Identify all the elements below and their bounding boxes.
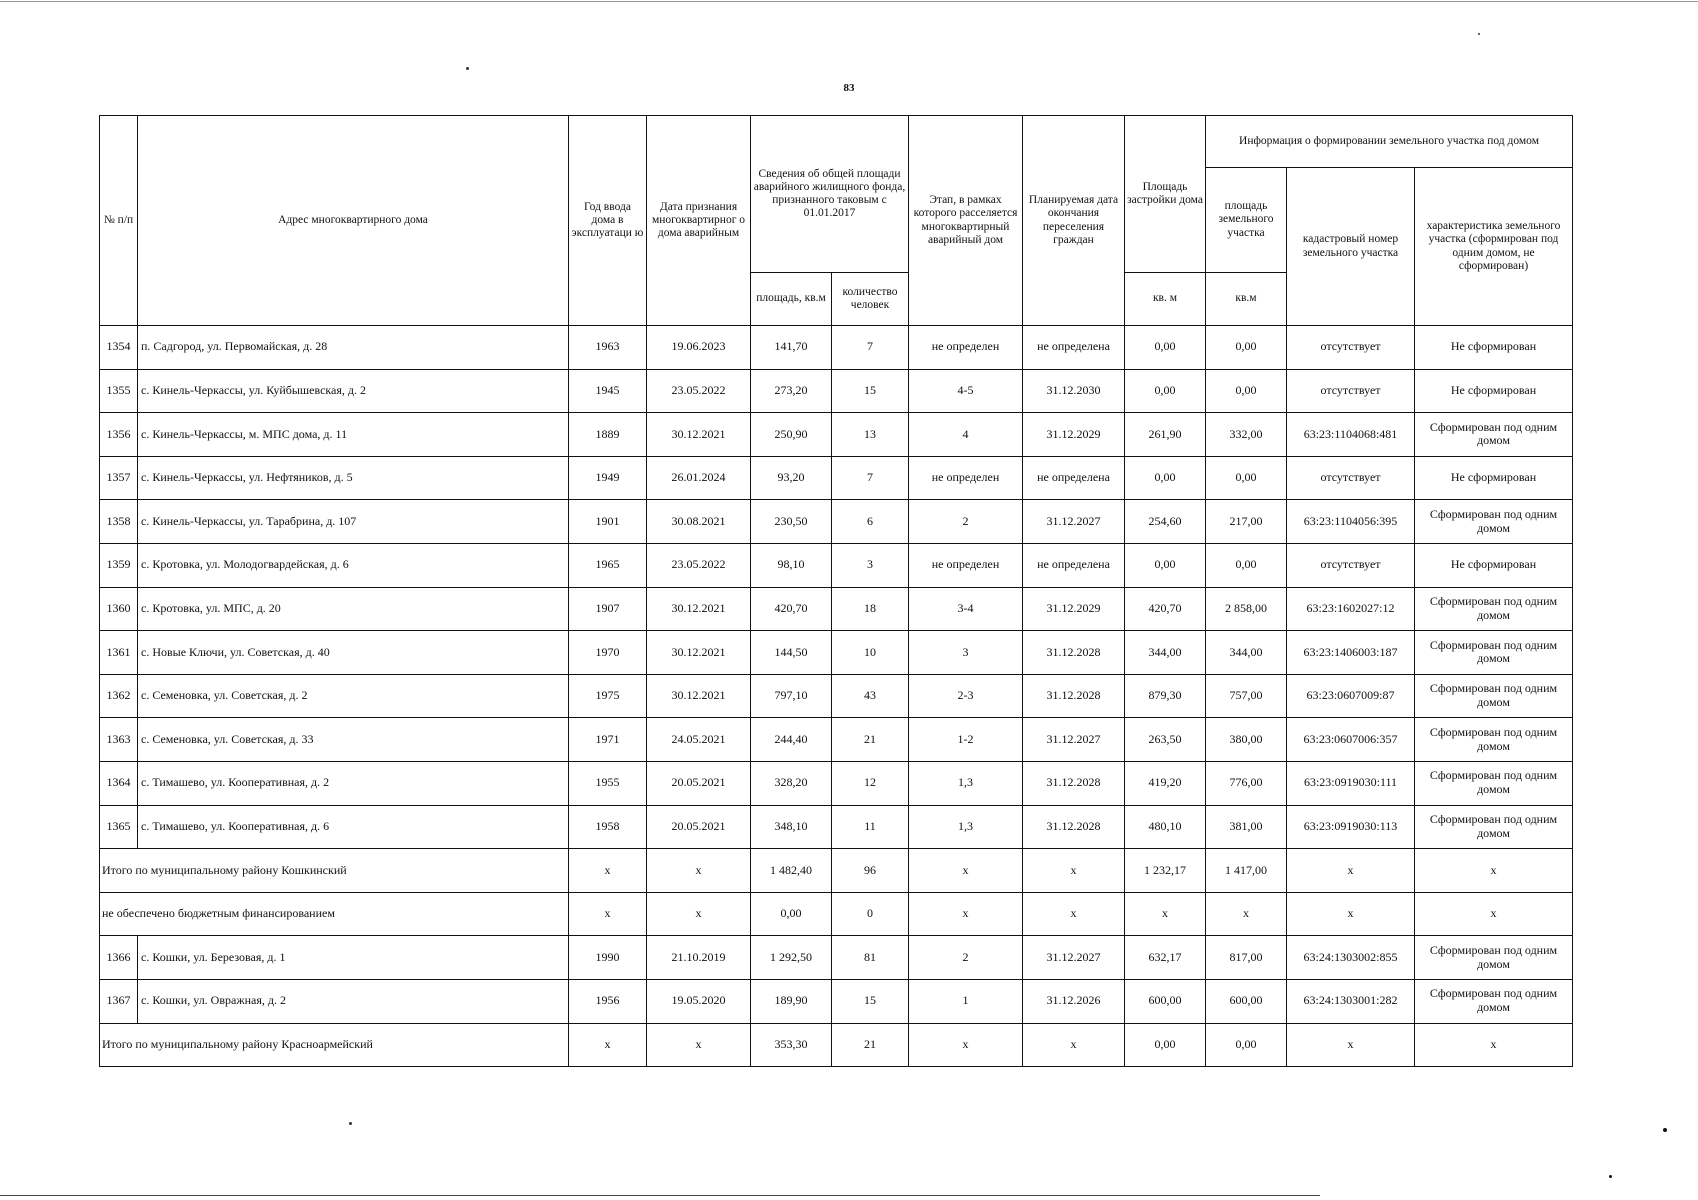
cell-year: x: [569, 892, 647, 936]
cell-planned: 31.12.2030: [1023, 369, 1125, 413]
cell-cadastral: отсутствует: [1287, 456, 1415, 500]
table-row: [100, 674, 1573, 718]
cell-land: 381,00: [1206, 805, 1287, 849]
cell-built: 0,00: [1125, 369, 1206, 413]
cell-cadastral: 63:24:1303002:855: [1287, 936, 1415, 980]
cell-land: 817,00: [1206, 936, 1287, 980]
cell-num: 1366: [100, 936, 138, 980]
cell-people: 12: [832, 761, 909, 805]
cell-cadastral: 63:23:0607009:87: [1287, 674, 1415, 718]
cell-year: 1889: [569, 413, 647, 457]
cell-char: Не сформирован: [1415, 369, 1573, 413]
cell-planned: x: [1023, 892, 1125, 936]
cell-built: 0,00: [1125, 326, 1206, 370]
scan-speck: [1609, 1175, 1612, 1178]
cell-address: с. Тимашево, ул. Кооперативная, д. 2: [138, 761, 569, 805]
cell-cadastral: отсутствует: [1287, 326, 1415, 370]
cell-land: 0,00: [1206, 1023, 1287, 1067]
table-row: [100, 456, 1573, 500]
cell-year: 1971: [569, 718, 647, 762]
cell-address: с. Новые Ключи, ул. Советская, д. 40: [138, 631, 569, 675]
cell-date: 26.01.2024: [647, 456, 751, 500]
table-row: [100, 587, 1573, 631]
cell-year: 1949: [569, 456, 647, 500]
cell-land: 757,00: [1206, 674, 1287, 718]
cell-char: Сформирован под одним домом: [1415, 631, 1573, 675]
cell-address: с. Кротовка, ул. Молодогвардейская, д. 6: [138, 543, 569, 587]
cell-planned: 31.12.2028: [1023, 761, 1125, 805]
header-year: Год ввода дома в эксплуатаци ю: [569, 116, 647, 326]
cell-stage: 1,3: [909, 761, 1023, 805]
cell-stage: 3-4: [909, 587, 1023, 631]
cell-area: 250,90: [751, 413, 832, 457]
cell-char: Не сформирован: [1415, 326, 1573, 370]
cell-cadastral: 63:23:1104056:395: [1287, 500, 1415, 544]
cell-date: x: [647, 849, 751, 893]
scan-edge-top: [0, 1, 1698, 2]
cell-planned: не определена: [1023, 543, 1125, 587]
cell-planned: 31.12.2026: [1023, 979, 1125, 1023]
cell-char: Сформирован под одним домом: [1415, 761, 1573, 805]
cell-char: Сформирован под одним домом: [1415, 718, 1573, 762]
cell-char: Не сформирован: [1415, 456, 1573, 500]
cell-date: 23.05.2022: [647, 369, 751, 413]
header-built-area-unit: кв. м: [1125, 273, 1206, 326]
cell-planned: x: [1023, 1023, 1125, 1067]
cell-planned: 31.12.2029: [1023, 413, 1125, 457]
cell-land: 600,00: [1206, 979, 1287, 1023]
cell-year: x: [569, 849, 647, 893]
cell-address: с. Кинель-Черкассы, м. МПС дома, д. 11: [138, 413, 569, 457]
cell-planned: x: [1023, 849, 1125, 893]
cell-date: 21.10.2019: [647, 936, 751, 980]
cell-area: 93,20: [751, 456, 832, 500]
emergency-housing-table: [99, 115, 1573, 1067]
cell-area: 244,40: [751, 718, 832, 762]
table-row: [100, 543, 1573, 587]
cell-area: 0,00: [751, 892, 832, 936]
cell-cadastral: 63:23:1602027:12: [1287, 587, 1415, 631]
cell-land: 0,00: [1206, 456, 1287, 500]
cell-address: с. Семеновка, ул. Советская, д. 2: [138, 674, 569, 718]
scan-speck: [466, 67, 469, 70]
cell-char: x: [1415, 1023, 1573, 1067]
cell-area: 328,20: [751, 761, 832, 805]
cell-char: x: [1415, 849, 1573, 893]
cell-year: 1963: [569, 326, 647, 370]
total-row: [100, 849, 1573, 893]
header-address: Адрес многоквартирного дома: [138, 116, 569, 326]
cell-year: 1901: [569, 500, 647, 544]
cell-stage: не определен: [909, 543, 1023, 587]
cell-built: x: [1125, 892, 1206, 936]
page-number: 83: [843, 82, 855, 94]
cell-land: 2 858,00: [1206, 587, 1287, 631]
cell-total-label: Итого по муниципальному району Красноармейский: [100, 1023, 569, 1067]
cell-date: 23.05.2022: [647, 543, 751, 587]
cell-cadastral: x: [1287, 849, 1415, 893]
cell-date: x: [647, 892, 751, 936]
header-cadastral: кадастровый номер земельного участка: [1287, 168, 1415, 326]
cell-char: x: [1415, 892, 1573, 936]
cell-land: 1 417,00: [1206, 849, 1287, 893]
cell-date: 20.05.2021: [647, 761, 751, 805]
cell-people: 6: [832, 500, 909, 544]
cell-stage: x: [909, 849, 1023, 893]
cell-people: 18: [832, 587, 909, 631]
cell-char: Сформирован под одним домом: [1415, 587, 1573, 631]
cell-date: 19.05.2020: [647, 979, 751, 1023]
cell-built: 600,00: [1125, 979, 1206, 1023]
cell-year: 1975: [569, 674, 647, 718]
cell-area: 348,10: [751, 805, 832, 849]
cell-num: 1364: [100, 761, 138, 805]
header-land-area-unit: кв.м: [1206, 273, 1287, 326]
table-row: [100, 805, 1573, 849]
cell-built: 420,70: [1125, 587, 1206, 631]
unfunded-row: [100, 892, 1573, 936]
cell-year: 1965: [569, 543, 647, 587]
cell-num: 1356: [100, 413, 138, 457]
cell-num: 1360: [100, 587, 138, 631]
cell-built: 879,30: [1125, 674, 1206, 718]
cell-date: x: [647, 1023, 751, 1067]
header-recognition-date: Дата признания многоквартирног о дома аварийным: [647, 116, 751, 326]
cell-char: Сформирован под одним домом: [1415, 979, 1573, 1023]
cell-planned: не определена: [1023, 326, 1125, 370]
cell-num: 1355: [100, 369, 138, 413]
cell-people: 0: [832, 892, 909, 936]
cell-people: 81: [832, 936, 909, 980]
cell-char: Не сформирован: [1415, 543, 1573, 587]
cell-num: 1357: [100, 456, 138, 500]
cell-planned: 31.12.2028: [1023, 674, 1125, 718]
cell-year: 1955: [569, 761, 647, 805]
cell-cadastral: x: [1287, 892, 1415, 936]
table-row: [100, 979, 1573, 1023]
cell-cadastral: 63:23:0607006:357: [1287, 718, 1415, 762]
cell-year: 1956: [569, 979, 647, 1023]
header-land-char: характеристика земельного участка (сформирован под одним домом, не сформирован): [1415, 168, 1573, 326]
table-row: [100, 369, 1573, 413]
cell-people: 96: [832, 849, 909, 893]
table-row: [100, 326, 1573, 370]
cell-built: 480,10: [1125, 805, 1206, 849]
cell-total-label: не обеспечено бюджетным финансированием: [100, 892, 569, 936]
table-row: [100, 936, 1573, 980]
cell-area: 144,50: [751, 631, 832, 675]
cell-year: 1958: [569, 805, 647, 849]
cell-cadastral: 63:23:0919030:113: [1287, 805, 1415, 849]
cell-char: Сформирован под одним домом: [1415, 674, 1573, 718]
cell-num: 1359: [100, 543, 138, 587]
cell-area: 230,50: [751, 500, 832, 544]
cell-num: 1361: [100, 631, 138, 675]
cell-area: 98,10: [751, 543, 832, 587]
cell-people: 21: [832, 1023, 909, 1067]
cell-address: с. Тимашево, ул. Кооперативная, д. 6: [138, 805, 569, 849]
cell-stage: x: [909, 892, 1023, 936]
cell-built: 0,00: [1125, 543, 1206, 587]
cell-year: 1907: [569, 587, 647, 631]
cell-stage: 1,3: [909, 805, 1023, 849]
cell-people: 43: [832, 674, 909, 718]
cell-date: 30.12.2021: [647, 631, 751, 675]
cell-stage: 3: [909, 631, 1023, 675]
cell-built: 0,00: [1125, 1023, 1206, 1067]
cell-people: 7: [832, 456, 909, 500]
cell-char: Сформирован под одним домом: [1415, 413, 1573, 457]
cell-stage: 4: [909, 413, 1023, 457]
cell-char: Сформирован под одним домом: [1415, 805, 1573, 849]
cell-char: Сформирован под одним домом: [1415, 500, 1573, 544]
cell-land: x: [1206, 892, 1287, 936]
cell-cadastral: x: [1287, 1023, 1415, 1067]
table-row: [100, 631, 1573, 675]
cell-land: 380,00: [1206, 718, 1287, 762]
cell-built: 419,20: [1125, 761, 1206, 805]
header-planned-date: Планируемая дата окончания переселения граждан: [1023, 116, 1125, 326]
cell-land: 776,00: [1206, 761, 1287, 805]
cell-date: 30.12.2021: [647, 587, 751, 631]
cell-date: 20.05.2021: [647, 805, 751, 849]
cell-cadastral: 63:24:1303001:282: [1287, 979, 1415, 1023]
cell-planned: 31.12.2027: [1023, 500, 1125, 544]
cell-built: 261,90: [1125, 413, 1206, 457]
cell-year: 1945: [569, 369, 647, 413]
cell-date: 30.12.2021: [647, 413, 751, 457]
cell-area: 189,90: [751, 979, 832, 1023]
header-built-area: Площадь застройки дома: [1125, 116, 1206, 273]
cell-num: 1367: [100, 979, 138, 1023]
cell-address: с. Кинель-Черкассы, ул. Нефтяников, д. 5: [138, 456, 569, 500]
cell-people: 15: [832, 369, 909, 413]
header-area-sqm: площадь, кв.м: [751, 273, 832, 326]
total-row: [100, 1023, 1573, 1067]
header-land-info: Информация о формировании земельного участка под домом: [1206, 116, 1573, 168]
cell-built: 263,50: [1125, 718, 1206, 762]
cell-land: 0,00: [1206, 543, 1287, 587]
scan-speck: [1478, 33, 1480, 35]
scan-edge-bottom: [0, 1195, 1320, 1196]
cell-area: 353,30: [751, 1023, 832, 1067]
cell-stage: x: [909, 1023, 1023, 1067]
cell-people: 13: [832, 413, 909, 457]
cell-address: с. Кротовка, ул. МПС, д. 20: [138, 587, 569, 631]
cell-stage: 1-2: [909, 718, 1023, 762]
cell-planned: 31.12.2029: [1023, 587, 1125, 631]
cell-stage: 2-3: [909, 674, 1023, 718]
cell-num: 1354: [100, 326, 138, 370]
cell-planned: не определена: [1023, 456, 1125, 500]
header-people-count: количество человек: [832, 273, 909, 326]
header-area-info: Сведения об общей площади аварийного жилищного фонда, признанного таковым с 01.01.2017: [751, 116, 909, 273]
cell-built: 632,17: [1125, 936, 1206, 980]
cell-stage: 2: [909, 936, 1023, 980]
cell-year: x: [569, 1023, 647, 1067]
cell-area: 420,70: [751, 587, 832, 631]
cell-planned: 31.12.2028: [1023, 805, 1125, 849]
cell-area: 273,20: [751, 369, 832, 413]
cell-land: 332,00: [1206, 413, 1287, 457]
cell-address: с. Кошки, ул. Березовая, д. 1: [138, 936, 569, 980]
cell-people: 11: [832, 805, 909, 849]
cell-address: с. Семеновка, ул. Советская, д. 33: [138, 718, 569, 762]
cell-address: с. Кинель-Черкассы, ул. Тарабрина, д. 107: [138, 500, 569, 544]
cell-built: 0,00: [1125, 456, 1206, 500]
header-land-area: площадь земельного участка: [1206, 168, 1287, 273]
cell-land: 0,00: [1206, 369, 1287, 413]
scan-speck: [1663, 1128, 1667, 1132]
header-stage: Этап, в рамках которого расселяется многоквартирный аварийный дом: [909, 116, 1023, 326]
cell-land: 217,00: [1206, 500, 1287, 544]
table-row: [100, 718, 1573, 762]
cell-stage: не определен: [909, 326, 1023, 370]
cell-people: 10: [832, 631, 909, 675]
cell-built: 344,00: [1125, 631, 1206, 675]
cell-land: 344,00: [1206, 631, 1287, 675]
cell-planned: 31.12.2027: [1023, 718, 1125, 762]
cell-date: 19.06.2023: [647, 326, 751, 370]
cell-area: 1 292,50: [751, 936, 832, 980]
cell-people: 21: [832, 718, 909, 762]
cell-stage: 2: [909, 500, 1023, 544]
cell-planned: 31.12.2027: [1023, 936, 1125, 980]
table-row: [100, 500, 1573, 544]
cell-people: 3: [832, 543, 909, 587]
cell-year: 1990: [569, 936, 647, 980]
cell-total-label: Итого по муниципальному району Кошкинский: [100, 849, 569, 893]
cell-people: 7: [832, 326, 909, 370]
cell-num: 1358: [100, 500, 138, 544]
cell-address: п. Садгород, ул. Первомайская, д. 28: [138, 326, 569, 370]
cell-address: с. Кинель-Черкассы, ул. Куйбышевская, д. 2: [138, 369, 569, 413]
cell-built: 1 232,17: [1125, 849, 1206, 893]
cell-date: 30.08.2021: [647, 500, 751, 544]
cell-cadastral: 63:23:1406003:187: [1287, 631, 1415, 675]
cell-area: 141,70: [751, 326, 832, 370]
header-num: № п/п: [100, 116, 138, 326]
cell-cadastral: 63:23:1104068:481: [1287, 413, 1415, 457]
cell-stage: 1: [909, 979, 1023, 1023]
cell-address: с. Кошки, ул. Овражная, д. 2: [138, 979, 569, 1023]
cell-people: 15: [832, 979, 909, 1023]
cell-num: 1363: [100, 718, 138, 762]
cell-cadastral: отсутствует: [1287, 369, 1415, 413]
table-row: [100, 761, 1573, 805]
cell-cadastral: 63:23:0919030:111: [1287, 761, 1415, 805]
cell-date: 30.12.2021: [647, 674, 751, 718]
cell-area: 1 482,40: [751, 849, 832, 893]
cell-date: 24.05.2021: [647, 718, 751, 762]
cell-stage: не определен: [909, 456, 1023, 500]
cell-num: 1365: [100, 805, 138, 849]
cell-char: Сформирован под одним домом: [1415, 936, 1573, 980]
cell-planned: 31.12.2028: [1023, 631, 1125, 675]
scan-speck: [349, 1122, 352, 1125]
cell-area: 797,10: [751, 674, 832, 718]
cell-land: 0,00: [1206, 326, 1287, 370]
cell-built: 254,60: [1125, 500, 1206, 544]
cell-cadastral: отсутствует: [1287, 543, 1415, 587]
table-row: [100, 413, 1573, 457]
cell-year: 1970: [569, 631, 647, 675]
cell-stage: 4-5: [909, 369, 1023, 413]
cell-num: 1362: [100, 674, 138, 718]
